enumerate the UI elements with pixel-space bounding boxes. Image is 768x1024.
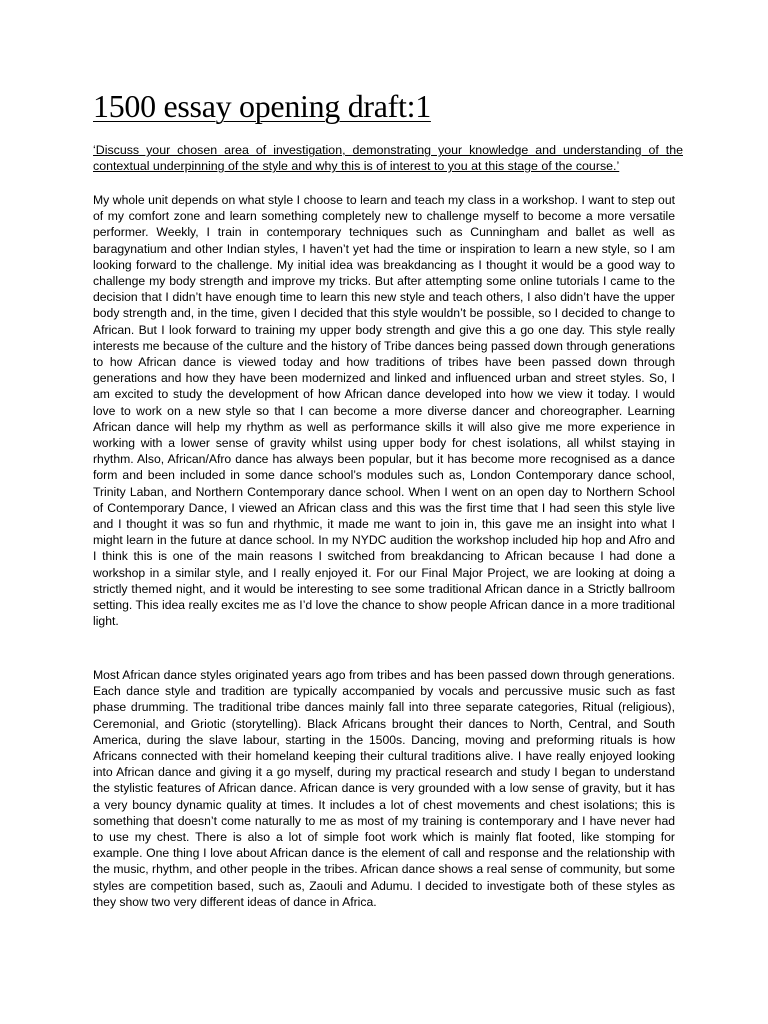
paragraph-1: My whole unit depends on what style I choose to learn and teach my class in a workshop. I want to step out of my comfort zone and learn something completely new to challenge myself to become a more versatile performer. Weekly, I train in contemporary techniques such as Cunningham and ballet as well as baragynatium and other Indian styles, I haven’t yet had the time or inspiration to learn a new style, so I am looking forward to the challenge. My initial idea was breakdancing as I thought it would be a good way to challenge my body strength and improve my tricks. But after attempting some online tutorials I came to the decision that I didn’t have enough time to learn this new style and teach others, I also didn’t have the upper body strength and, in the time, given I decided that this style wouldn’t be possible, so I decided to change to African. But I look forward to training my upper body strength and give this a go one day. This style really interests me because of the culture and the history of Tribe dances being passed down through generations to how African dance is viewed today and how traditions of tribes have been passed down through generations and how they have been modernized and linked and influenced urban and street styles. So, I am excited to study the development of how African dance developed into how we view it today. I would love to work on a new style so that I can become a more diverse dancer and choreographer. Learning African dance will help my rhythm as well as performance skills it will also give me more experience in working with a lower sense of gravity whilst using upper body for chest isolations, all whilst staying in rhythm. Also, African/Afro dance has always been popular, but it has become more recognised as a dance form and been included in some dance school’s modules such as, London Contemporary dance school, Trinity Laban, and Northern Contemporary dance school. When I went on an open day to Northern School of Contemporary Dance, I viewed an African class and this was the first time that I had seen this style live and I thought it was so fun and rhythmic, it made me want to join in, this gave me an insight into what I might learn in the future at dance school. In my NYDC audition the workshop included hip hop and Afro and I think this is one of the main reasons I switched from breakdancing to African because I had done a workshop in a similar style, and I really enjoyed it. For our Final Major Project, we are looking at doing a strictly themed night, and it would be interesting to see some traditional African dance in a Strictly ballroom setting. This idea really excites me as I’d love the chance to show people African dance in a more traditional light. <box>93 193 675 629</box>
document-title: 1500 essay opening draft:1 <box>93 88 431 124</box>
paragraph-2: Most African dance styles originated years ago from tribes and has been passed down through generations. Each dance style and tradition are typically accompanied by vocals and percussive music such as fast phase drumming. The traditional tribe dances mainly fall into three separate categories, Ritual (religious), Ceremonial, and Griotic (storytelling). Black Africans brought their dances to North, Central, and South America, during the slave labour, starting in the 1500s. Dancing, moving and preforming rituals is how Africans connected with their homeland keeping their cultural traditions alive. I have really enjoyed looking into African dance and giving it a go myself, during my practical research and study I began to understand the stylistic features of African dance. African dance is very grounded with a low sense of gravity, but it has a very bouncy dynamic quality at times. It includes a lot of chest movements and chest isolations; this is something that doesn’t come naturally to me as most of my training is contemporary and I have never had to use my chest. There is also a lot of simple foot work which is mainly flat footed, like stomping for example. One thing I love about African dance is the element of call and response and the relationship with the music, rhythm, and other people in the tribes. African dance shows a real sense of community, but some styles are competition based, such as, Zaouli and Adumu. I decided to investigate both of these styles as they show two very different ideas of dance in Africa. <box>93 668 675 909</box>
essay-prompt: ‘Discuss your chosen area of investigation, demonstrating your knowledge and understanding of the contextual underpinning of the style and why this is of interest to you at this stage of the course.’ <box>93 143 683 174</box>
